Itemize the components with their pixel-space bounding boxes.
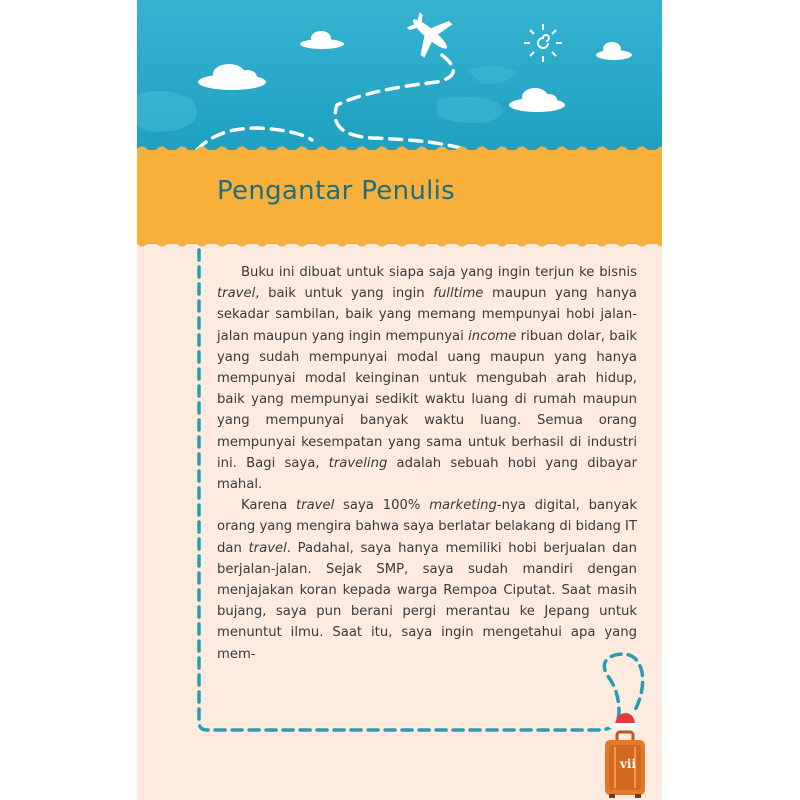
paragraph: Karena travel saya 100% marketing-nya digital, banyak orang yang mengira bahwa saya berlatar belakang di bidang IT dan travel. Padahal, saya hanya memiliki hobi berjualan dan berjalan-jalan. Sejak SMP, saya sudah mandiri dengan menjajakan koran kepada warga Rempoa Ciputat. Saat masih bujang, saya pun berani pergi merantau ke Jepang untuk menuntut ilmu. Saat itu, saya ingin mengetahui apa yang mem- xyxy=(217,498,637,662)
paragraph: Buku ini dibuat untuk siapa saja yang ingin terjun ke bisnis travel, baik untuk yang ingin fulltime maupun yang hanya sekadar sambilan, baik yang memang mempunyai hobi jalan-jalan maupun yang ingin mempunyai income ribuan dolar, baik yang sudah mempunyai modal uang maupun yang hanya mempunyai modal keinginan untuk mengubah arah hidup, baik yang mempunyai sedikit waktu luang di rumah maupun yang mempunyai banyak waktu luang. Semua orang mempunyai kesempatan yang sama untuk berhasil di industri ini. Bagi saya, traveling adalah sebuah hobi yang dibayar mahal. xyxy=(217,265,637,493)
italic-term: marketing xyxy=(429,498,497,514)
italic-term: income xyxy=(468,328,517,344)
italic-term: travel xyxy=(248,540,287,556)
italic-term: fulltime xyxy=(433,286,484,302)
italic-term: traveling xyxy=(328,455,388,471)
page-title: Pengantar Penulis xyxy=(217,176,456,206)
suitcase-icon xyxy=(595,705,655,800)
page-number: vii xyxy=(619,757,637,771)
italic-term: travel xyxy=(295,498,335,514)
italic-term: travel xyxy=(217,286,256,302)
hat-icon xyxy=(608,713,642,730)
body-text xyxy=(217,262,637,665)
book-page xyxy=(137,0,662,800)
